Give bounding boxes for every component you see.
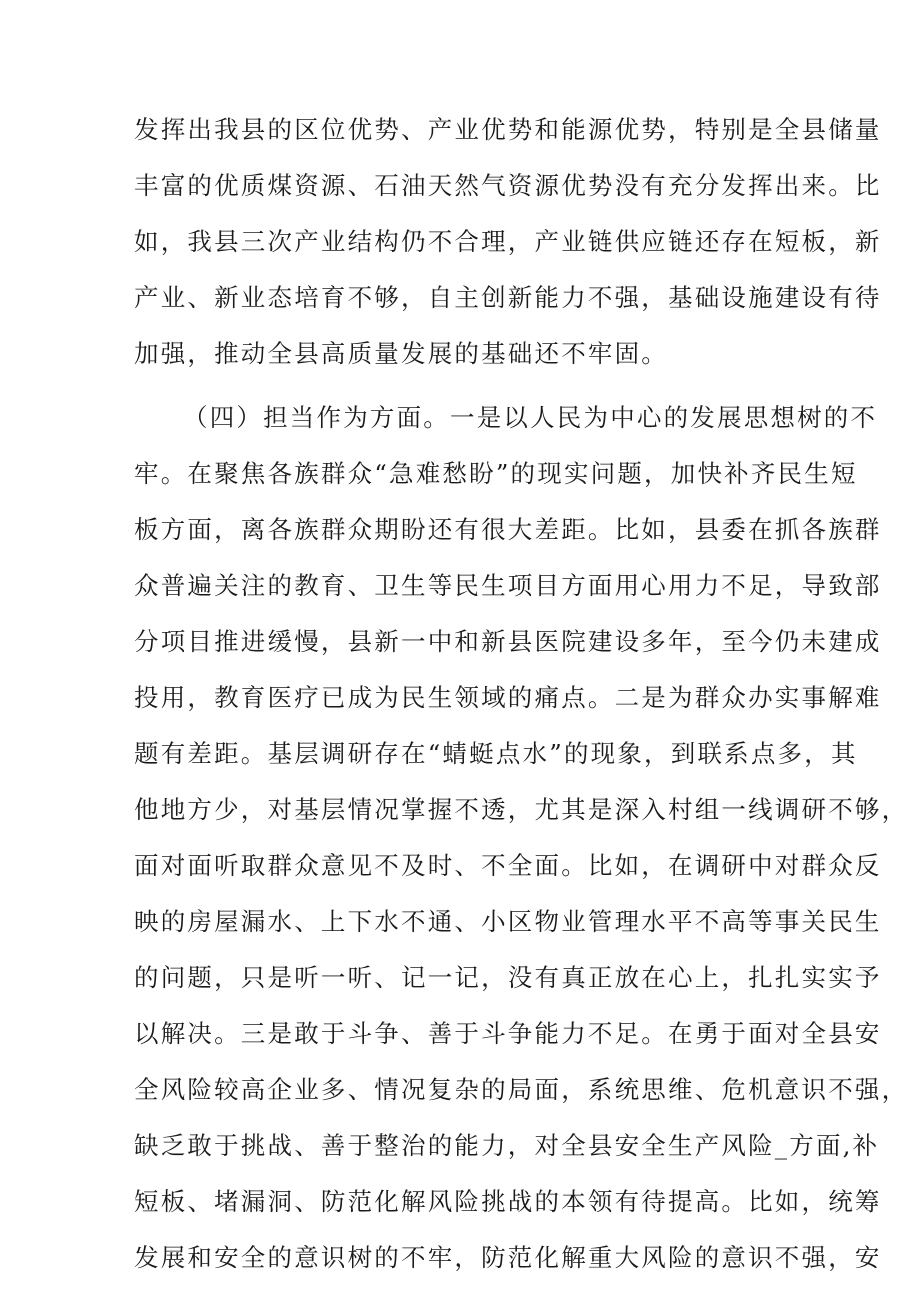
paragraph-section-four [134,390,909,1286]
text-line: 缺乏敢于挑战、善于整治的能力，对全县安全生产风险_方面,补 [134,1131,880,1160]
section-heading-line: （四）担当作为方面。一是以人民为中心的发展思想树的不 [183,403,878,432]
text-line: 发挥出我县的区位优势、产业优势和能源优势，特别是全县储量 [134,115,882,144]
text-line: 众普遍关注的教育、卫生等民生项目方面用心用力不足，导致部 [134,571,882,600]
text-line: 面对面听取群众意见不及时、不全面。比如，在调研中对群众反 [134,851,882,880]
text-line: 映的房屋漏水、上下水不通、小区物业管理水平不高等事关民生 [134,907,882,936]
text-line: 全风险较高企业多、情况复杂的局面，系统思维、危机意识不强， [134,1075,909,1104]
text-line: 产业、新业态培育不够，自主创新能力不强，基础设施建设有待 [134,283,882,312]
text-line: 加强，推动全县高质量发展的基础还不牢固。 [134,339,668,368]
text-line: 以解决。三是敢于斗争、善于斗争能力不足。在勇于面对全县安 [134,1019,882,1048]
text-line: 板方面，离各族群众期盼还有很大差距。比如，县委在抓各族群 [134,515,882,544]
paragraph-regional-advantages [134,102,882,382]
text-line: 丰富的优质煤资源、石油天然气资源优势没有充分发挥出来。比 [134,171,882,200]
text-line: 的问题，只是听一听、记一记，没有真正放在心上，扎扎实实予 [134,963,882,992]
text-line: 牢。在聚焦各族群众“急难愁盼”的现实问题，加快补齐民生短 [134,459,858,488]
text-line: 发展和安全的意识树的不牢，防范化解重大风险的意识不强，安 [134,1243,882,1272]
text-line: 投用，教育医疗已成为民生领域的痛点。二是为群众办实事解难 [134,683,882,712]
text-line: 短板、堵漏洞、防范化解风险挑战的本领有待提高。比如，统筹 [134,1187,882,1216]
text-line: 分项目推进缓慢，县新一中和新县医院建设多年，至今仍未建成 [134,627,882,656]
text-line: 他地方少，对基层情况掌握不透，尤其是深入村组一线调研不够， [134,795,909,824]
text-line: 如，我县三次产业结构仍不合理，产业链供应链还存在短板，新 [134,227,882,256]
text-line: 题有差距。基层调研存在“蜻蜓点水”的现象，到联系点多，其 [134,739,858,768]
